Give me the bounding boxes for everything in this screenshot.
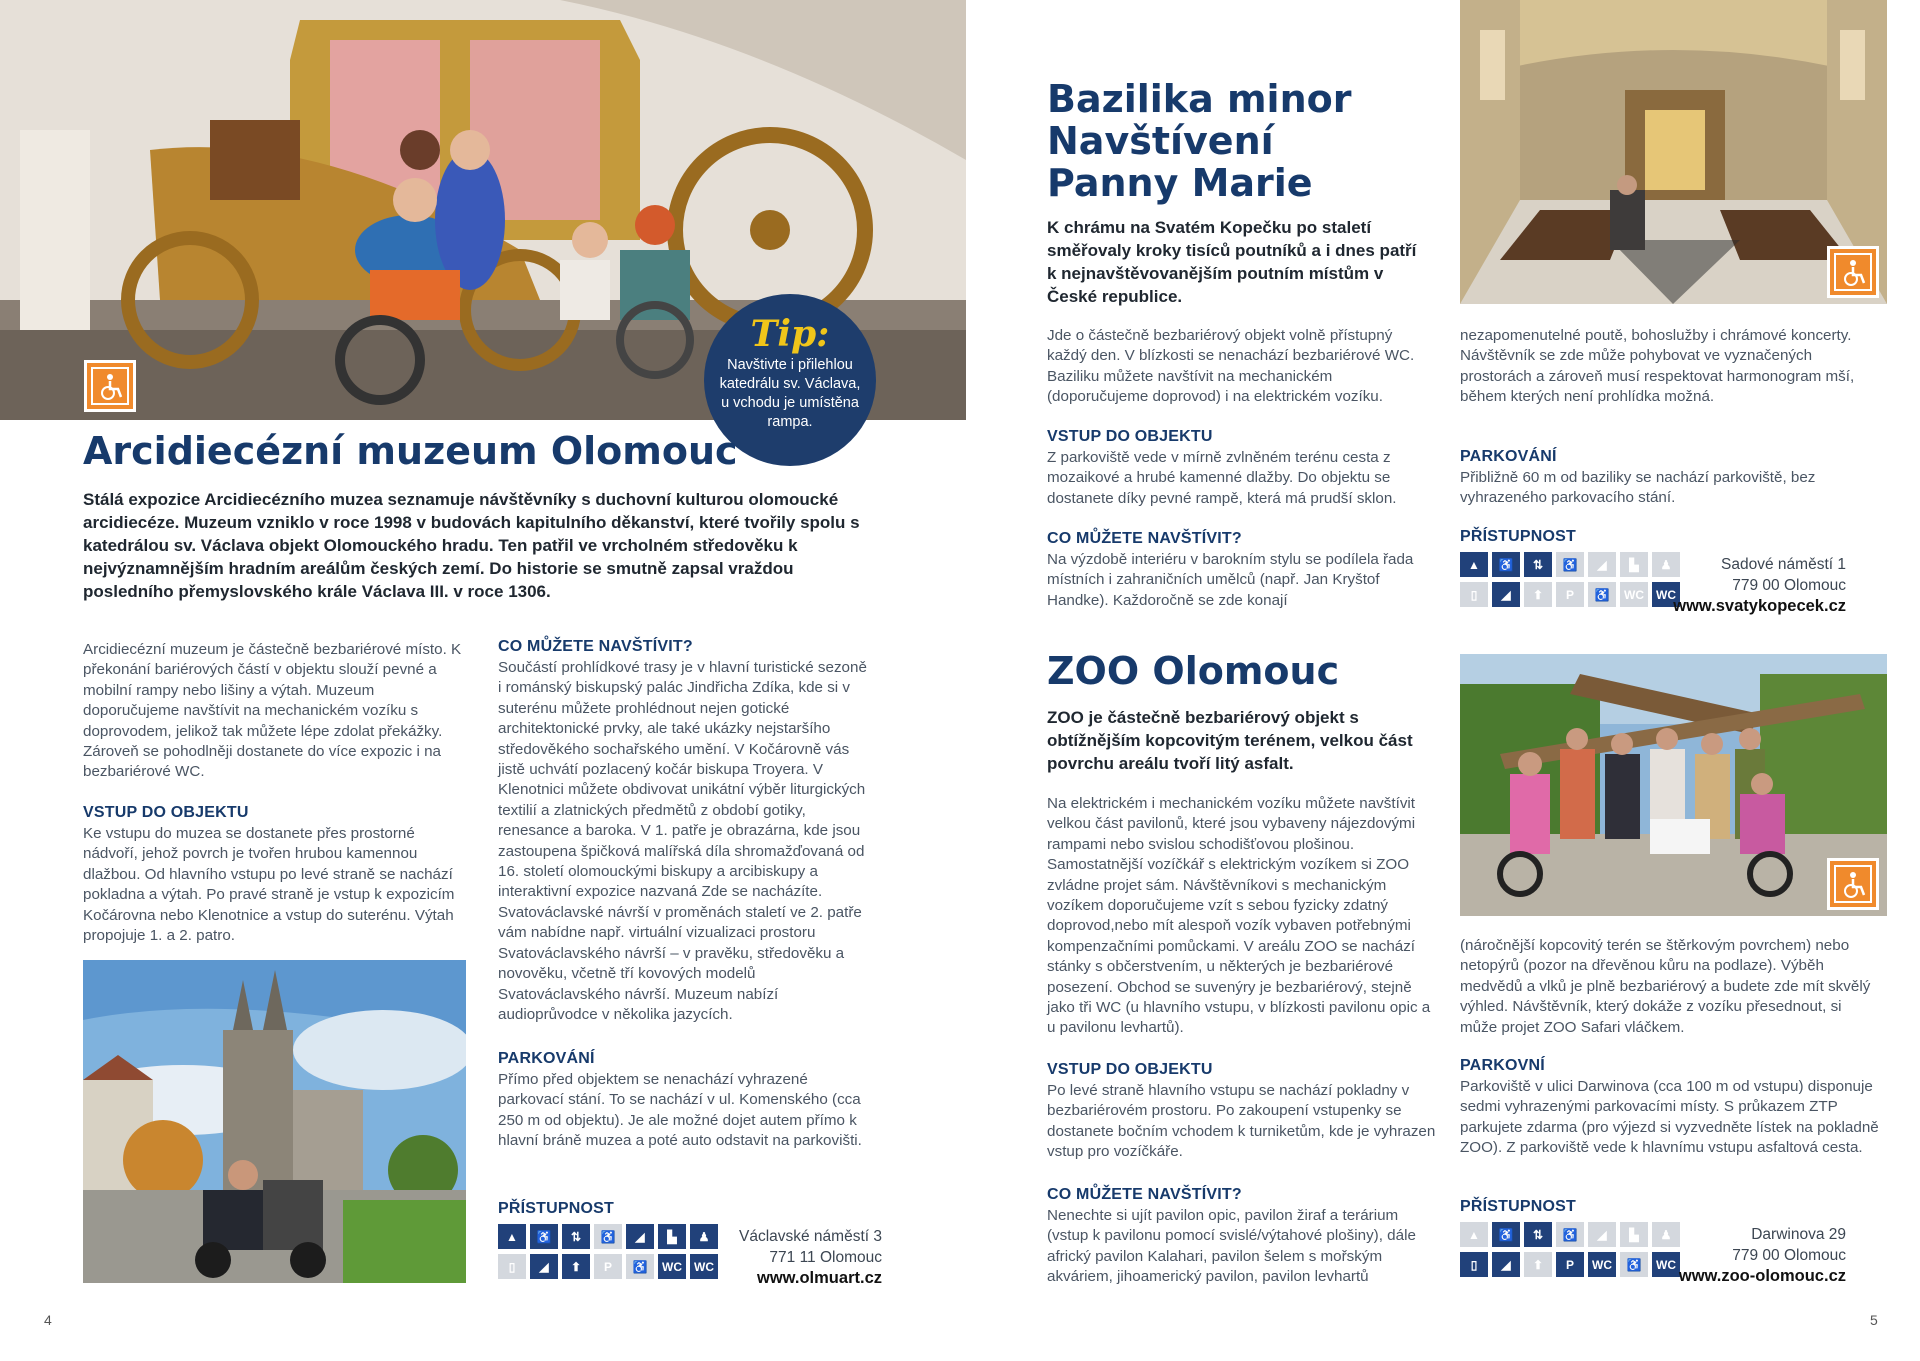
bazilika-park-text: Přibližně 60 m od baziliky se nachází parkoviště, bez vyhrazeného parkovacího stání.: [1460, 469, 1816, 507]
terrain-icon: ▲: [1460, 1222, 1488, 1247]
wc-icon: WC: [658, 1254, 686, 1279]
wc2-icon: WC: [690, 1254, 718, 1279]
person-help-icon: ♿: [594, 1224, 622, 1249]
parking-icon: P: [1556, 582, 1584, 607]
ramp-icon: ◢: [626, 1224, 654, 1249]
wheelchair-icon: ♿: [1492, 552, 1520, 577]
muzeum-co-heading: CO MŮŽETE NAVŠTÍVIT?: [498, 638, 693, 655]
zoo-co-text: Nenechte si ujít pavilon opic, pavilon žiraf a terárium (vstup k pavilonu pomocí svislé/výtahové plošiny), dále africký pavilon Kalahari, pavilon šelem s mořským akváriem, jihoamerický pavilon, pavilon levhartů: [1047, 1207, 1416, 1286]
ramp-icon: ◢: [1588, 1222, 1616, 1247]
zoo-vstup-heading: VSTUP DO OBJEKTU: [1047, 1061, 1213, 1078]
muzeum-lead: Stálá expozice Arcidiecézního muzea seznamuje návštěvníky s duchovní kulturou olomoucké arcidiecéze. Muzeum vzniklo v roce 1998 v budovách kapitulního děkanství, které tvořily spolu s katedrálou sv. Václava objekt Olomouckého hradu. Ten patřil ve vrcholném středověku k nejvýznamnějším hradním areálům českých zemí. Do historie se smutně zapsal vraždou posledního přemyslovského krále Václava III. v roce 1306.: [83, 490, 860, 601]
tip-title: Tip:: [750, 313, 830, 355]
stairs-icon: ▙: [1620, 1222, 1648, 1247]
wheelchair-icon: ♿: [1492, 1222, 1520, 1247]
zoo-vstup-section: [1047, 1061, 1437, 1163]
person-help-icon: ♿: [1556, 1222, 1584, 1247]
muzeum-vstup-section: [83, 804, 473, 946]
muzeum-co-section: [498, 638, 870, 1025]
door-icon: ▯: [1460, 1252, 1488, 1277]
bazilika-intro: Jde o částečně bezbariérový objekt volně přístupný každý den. V blízkosti se nenachází bezbariérové WC. Baziliku můžete navštívit na mechanickém (doporučujeme doprovod) i na elektrickém vozíku.: [1047, 327, 1415, 406]
wheelchair-icon: [1834, 865, 1872, 903]
person-help-icon: ♿: [1556, 552, 1584, 577]
zoo-co-heading: CO MŮŽETE NAVŠTÍVIT?: [1047, 1186, 1242, 1203]
muzeum-address-street: Václavské náměstí 3: [738, 1228, 882, 1245]
wheelchair-icon: ♿: [530, 1224, 558, 1249]
door-icon: ▯: [498, 1254, 526, 1279]
zoo-pristup-heading: PŘÍSTUPNOST: [1460, 1198, 1576, 1215]
ramp2-icon: ◢: [1492, 1252, 1520, 1277]
bazilika-website-link[interactable]: www.svatykopecek.cz: [1673, 597, 1846, 615]
wheelchair-icon: [1834, 253, 1872, 291]
up-icon: ⬆: [1524, 1252, 1552, 1277]
stairs-icon: ▙: [1620, 552, 1648, 577]
ramp2-icon: ◢: [1492, 582, 1520, 607]
wheelchair-icon: [91, 367, 129, 405]
bazilika-address-city: 779 00 Olomouc: [1732, 577, 1846, 594]
muzeum-vstup-heading: VSTUP DO OBJEKTU: [83, 804, 249, 821]
stairs-icon: ▙: [658, 1224, 686, 1249]
lift-icon: ⇅: [1524, 1222, 1552, 1247]
terrain-icon: ▲: [498, 1224, 526, 1249]
ramp-icon: ◢: [1588, 552, 1616, 577]
wc2-icon: WC: [1652, 1252, 1680, 1277]
wc2-icon: WC: [1652, 582, 1680, 607]
bazilika-park-heading: PARKOVÁNÍ: [1460, 448, 1557, 465]
page-title-muzeum: Arcidiecézní muzeum Olomouc: [83, 429, 738, 473]
bazilika-co-continued: nezapomenutelné poutě, bohoslužby i chrámové koncerty. Návštěvník se zde může pohybovat ve vyznačených prostorách a zároveň musí respektovat harmonogram mší, během kterých není prohlídka možná.: [1460, 327, 1855, 406]
wheelchair-access-badge: [84, 360, 136, 412]
parking-icon: P: [1556, 1252, 1584, 1277]
people-icon: ♟: [1652, 552, 1680, 577]
zoo-address-street: Darwinova 29: [1751, 1226, 1846, 1243]
zoo-park-text: Parkoviště v ulici Darwinova (cca 100 m od vstupu) disponuje sedmi vyhrazenými parkovacími místy. S průkazem ZTP parkujete zdarma (pro výjezd si vyzvedněte lístek na pokladně ZOO). Z parkoviště vede k hlavnímu vstupu asfaltová cesta.: [1460, 1078, 1879, 1157]
bazilika-title-line3: Panny Marie: [1047, 161, 1313, 205]
muzeum-address: [680, 1226, 882, 1289]
zoo-park-heading: PARKOVNÍ: [1460, 1057, 1545, 1074]
up-icon: ⬆: [562, 1254, 590, 1279]
lift-icon: ⇅: [1524, 552, 1552, 577]
page-number-right: 5: [1870, 1312, 1878, 1328]
seat-icon: ♿: [626, 1254, 654, 1279]
people-icon: ♟: [1652, 1222, 1680, 1247]
bazilika-vstup-text: Z parkoviště vede v mírně zvlněném terénu cesta z mozaikové a hrubé kamenné dlažby. Do objektu se dostanete díky pevné rampě, která má prudší sklon.: [1047, 449, 1397, 507]
bazilika-lead: K chrámu na Svatém Kopečku po staletí směřovaly kroky tisíců poutníků a i dnes patří k nejnavštěvovanějším poutním místům v České republice.: [1047, 218, 1417, 306]
lift-icon: ⇅: [562, 1224, 590, 1249]
seat-icon: WC: [1588, 1252, 1616, 1277]
zoo-vstup-text: Po levé straně hlavního vstupu se nachází pokladny v bezbariérovém prostoru. Po zakoupení vstupenky se dostanete bočním vchodem k turniketům, kde je vyhrazen vstup pro vozíčkáře.: [1047, 1082, 1436, 1161]
zoo-park-section: [1460, 1057, 1880, 1159]
muzeum-pristup-heading: PŘÍSTUPNOST: [498, 1200, 614, 1217]
muzeum-vstup-text: Ke vstupu do muzea se dostanete přes prostorné nádvoří, jehož povrch je tvořen hrubou kamennou dlažbou. Od hlavního vstupu po levé straně se nachází pokladna a výtah. Po pravé straně je vstup k expozicím Kočárovna nebo Klenotnice a vstup do suterénu. Výtah propojuje 1. a 2. patro.: [83, 825, 455, 945]
bazilika-address: [1660, 554, 1846, 617]
cathedral-photo: [83, 960, 466, 1283]
zoo-address: [1660, 1224, 1846, 1287]
tip-text: Navštivte i přilehlou katedrálu sv. Václava, u vchodu je umístěna rampa.: [719, 357, 861, 430]
zoo-lead: ZOO je částečně bezbariérový objekt s obtížnějším kopcovitým terénem, velkou část povrchu areálu tvoří litý asfalt.: [1047, 708, 1413, 773]
muzeum-intro: Arcidiecézní muzeum je částečně bezbariérové místo. K překonání bariérových částí v objektu slouží pevné a mobilní rampy nebo lišiny a výtah. Muzeum doporučujeme navštívit na mechanickém vozíku s doprovodem, jelikož tak můžete lépe zdolat překážky. Zároveň se pohodlněji dostanete do více expozic i na bezbariérové WC.: [83, 641, 462, 781]
bazilika-title-line1: Bazilika minor: [1047, 77, 1352, 121]
muzeum-website-link[interactable]: www.olmuart.cz: [757, 1269, 882, 1287]
parking-icon: P: [594, 1254, 622, 1279]
zoo-group-photo: [1460, 654, 1887, 916]
zoo-access-badge: [1827, 858, 1879, 910]
bazilika-address-street: Sadové náměstí 1: [1721, 556, 1846, 573]
bazilika-pristup-heading: PŘÍSTUPNOST: [1460, 528, 1576, 545]
bazilika-co-section: [1047, 530, 1427, 611]
zoo-website-link[interactable]: www.zoo-olomouc.cz: [1678, 1267, 1846, 1285]
muzeum-address-city: 771 11 Olomouc: [769, 1249, 882, 1266]
muzeum-park-heading: PARKOVÁNÍ: [498, 1050, 595, 1067]
bazilika-access-badge: [1827, 246, 1879, 298]
bazilika-title-line2: Navštívení: [1047, 119, 1274, 163]
people-icon: ♟: [690, 1224, 718, 1249]
muzeum-park-text: Přímo před objektem se nenachází vyhrazené parkovací stání. To se nachází v ul. Komenského (cca 250 m od objektu). Je ale možné dojet autem přímo k hlavní bráně muzea a poté auto odstavit na parkovišti.: [498, 1071, 862, 1150]
bazilika-park-section: [1460, 448, 1880, 509]
muzeum-park-section: [498, 1050, 870, 1152]
bazilika-vstup-section: [1047, 428, 1427, 509]
zoo-address-city: 779 00 Olomouc: [1732, 1247, 1846, 1264]
zoo-co-continued: (náročnější kopcovitý terén se štěrkovým povrchem) nebo netopýrů (pozor na dřevěnou kůru na podlaze). Výběh medvědů a vlků je plně bezbariérový a budete zde mít skvělý výhled. Návštěvník, který dokáže z vozíku přesednout, si může projet ZOO Safari vláčkem.: [1460, 937, 1871, 1036]
page-title-bazilika: [1047, 78, 1351, 204]
up-icon: ⬆: [1524, 582, 1552, 607]
bazilika-co-text: Na výzdobě interiéru v barokním stylu se podílela řada místních i zahraničních umělců (např. Jan Kryštof Handke). Každoročně se zde konají: [1047, 551, 1414, 609]
page-number-left: 4: [44, 1312, 52, 1328]
zoo-intro: Na elektrickém i mechanickém vozíku můžete navštívit velkou část pavilonů, které jsou vybaveny nájezdovými rampami nebo svislou schodišťovou plošinou. Samostatnější vozíčkář s elektrickým vozíkem si ZOO zvládne projet sám. Návštěvníkovi s mechanickým vozíkem doporučujeme vzít s sebou fyzicky zdatný doprovod,nebo mít alespoň vozík vybaven potřebnými kompenzačními pomůckami. V areálu ZOO se nachází stánky s občerstvením, u některých je bezbariérové posezení. Obchod se suvenýry je bezbariérový, stejně jako tři WC (u hlavního vstupu, v blízkosti pavilonu opic a u pavilonu levhartů).: [1047, 795, 1431, 1037]
ramp2-icon: ◢: [530, 1254, 558, 1279]
zoo-co-section: [1047, 1186, 1437, 1288]
page-title-zoo: ZOO Olomouc: [1047, 649, 1340, 693]
seat-icon: ♿: [1588, 582, 1616, 607]
church-interior-photo: [1460, 0, 1887, 304]
door-icon: ▯: [1460, 582, 1488, 607]
bazilika-vstup-heading: VSTUP DO OBJEKTU: [1047, 428, 1213, 445]
wc-icon: WC: [1620, 582, 1648, 607]
bazilika-co-heading: CO MŮŽETE NAVŠTÍVIT?: [1047, 530, 1242, 547]
wc-icon: ♿: [1620, 1252, 1648, 1277]
terrain-icon: ▲: [1460, 552, 1488, 577]
muzeum-co-text: Součástí prohlídkové trasy je v hlavní turistické sezoně i románský biskupský palác Jindřicha Zdíka, kde si v suterénu můžete prohlédnout nejen gotické architektonické prvky, ale také ukázky nejstaršího středověkého sochařského umění. V Kočárovně vás jistě uchvátí pozlacený kočár biskupa Troyera. V Klenotnici můžete obdivovat unikátní výběr liturgických textilií a zlatnických předmětů z období gotiky, renesance a baroka. V 1. patře je obrazárna, kde jsou zastoupena špičková malířská díla shromažďovaná od 16. století olomouckými biskupy a arcibiskupy a interaktivní expozice nazvaná Zde se nacházíte. Svatováclavské návrší v proměnách staletí ve 2. patře vám nabídne např. virtuální vizualizaci prostoru Svatováclavského návrší – v pravěku, středověku a novověku, včetně tří kovových modelů Svatováclavského návrší. Muzeum nabízí audioprůvodce v několika jazycích.: [498, 659, 867, 1023]
